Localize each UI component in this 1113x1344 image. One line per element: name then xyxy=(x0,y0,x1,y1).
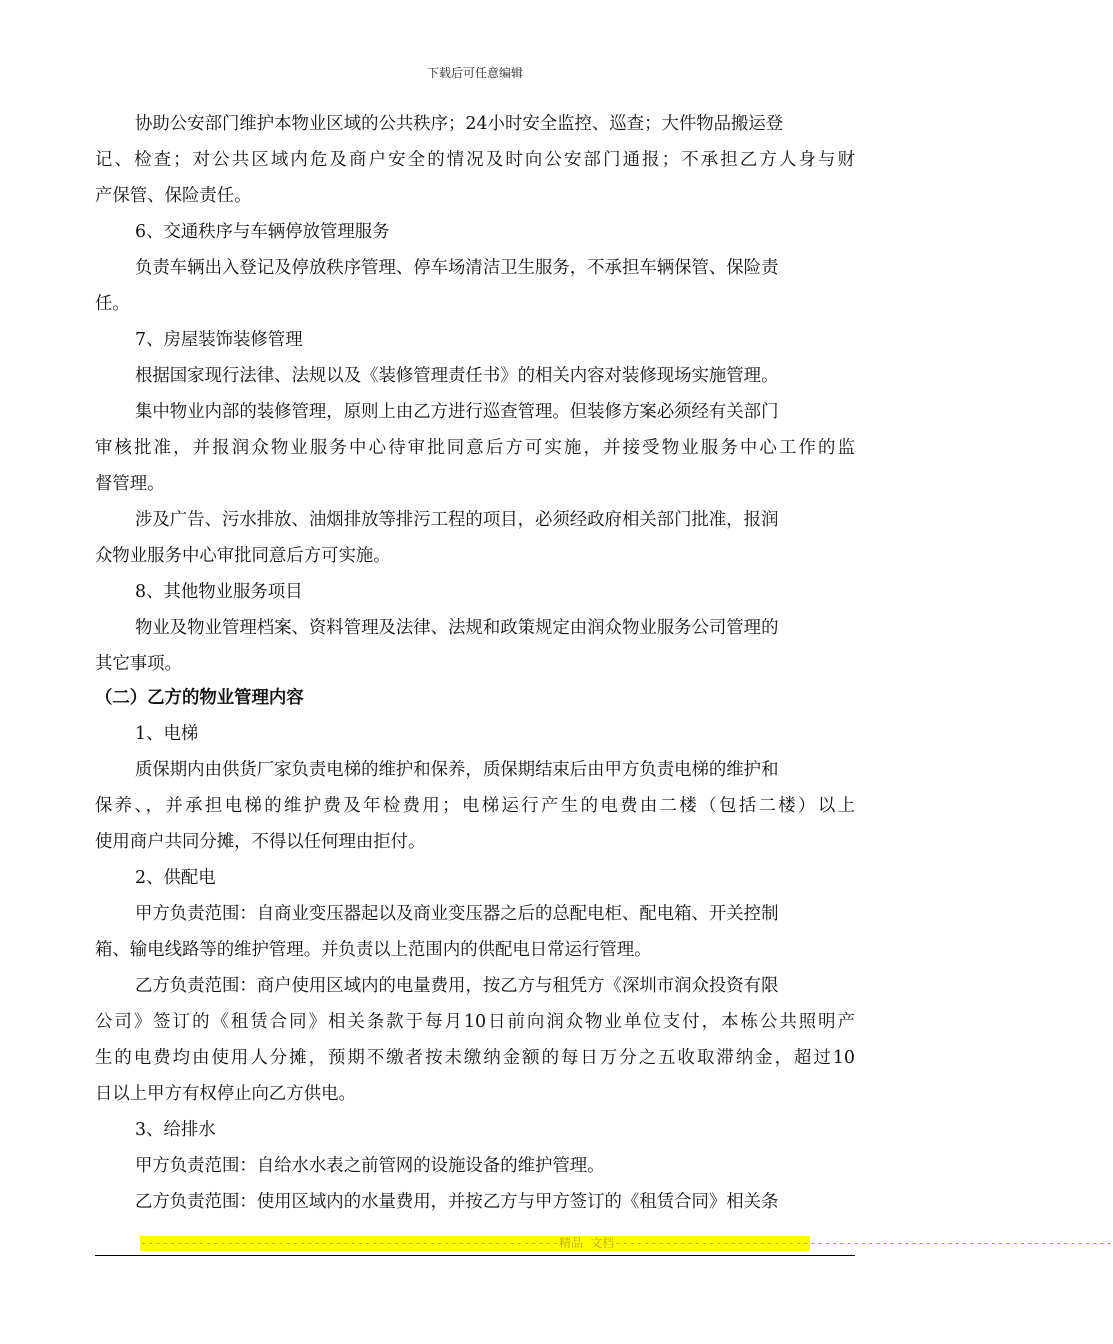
footer-watermark: ----------------------------------------------------------精品 文档--------------------------------------------------------------------- xyxy=(140,1236,1113,1250)
paragraph-line: 根据国家现行法律、法规以及《装修管理责任书》的相关内容对装修现场实施管理。 xyxy=(135,366,779,386)
paragraph-line: 审核批准，并报润众物业服务中心待审批同意后方可实施，并接受物业服务中心工作的监 xyxy=(95,438,855,458)
paragraph-line: 公司》签订的《租赁合同》相关条款于每月10日前向润众物业单位支付，本栋公共照明产 xyxy=(95,1012,855,1032)
paragraph-line: 乙方负责范围：商户使用区域内的电量费用，按乙方与租凭方《深圳市润众投资有限 xyxy=(135,976,779,996)
paragraph-line: 保养、，并承担电梯的维护费及年检费用；电梯运行产生的电费由二楼（包括二楼）以上 xyxy=(95,796,855,816)
paragraph-line: 产保管、保险责任。 xyxy=(95,186,252,206)
paragraph-line: 负责车辆出入登记及停放秩序管理、停车场清洁卫生服务，不承担车辆保管、保险责 xyxy=(135,258,779,278)
chapter-heading: （二）乙方的物业管理内容 xyxy=(95,688,304,708)
section-heading: 1、电梯 xyxy=(135,724,199,744)
paragraph-line: 质保期内由供货厂家负责电梯的维护和保养，质保期结束后由甲方负责电梯的维护和 xyxy=(135,760,779,780)
paragraph-line: 生的电费均由使用人分摊，预期不缴者按未缴纳金额的每日万分之五收取滞纳金，超过10 xyxy=(95,1048,855,1068)
section-heading: 8、其他物业服务项目 xyxy=(135,582,303,602)
paragraph-line: 箱、输电线路等的维护管理。并负责以上范围内的供配电日常运行管理。 xyxy=(95,940,652,960)
paragraph-line: 督管理。 xyxy=(95,474,165,494)
paragraph-line: 其它事项。 xyxy=(95,654,182,674)
footer-divider xyxy=(95,1255,855,1256)
paragraph-line: 甲方负责范围：自给水水表之前管网的设施设备的维护管理。 xyxy=(135,1156,605,1176)
paragraph-line: 甲方负责范围：自商业变压器起以及商业变压器之后的总配电柜、配电箱、开关控制 xyxy=(135,904,779,924)
paragraph-line: 乙方负责范围：使用区域内的水量费用，并按乙方与甲方签订的《租赁合同》相关条 xyxy=(135,1192,779,1212)
page-header: 下载后可任意编辑 xyxy=(426,66,523,80)
section-heading: 6、交通秩序与车辆停放管理服务 xyxy=(135,222,390,242)
section-heading: 3、给排水 xyxy=(135,1120,216,1140)
paragraph-line: 众物业服务中心审批同意后方可实施。 xyxy=(95,546,391,566)
section-heading: 7、房屋装饰装修管理 xyxy=(135,330,303,350)
paragraph-line: 协助公安部门维护本物业区域的公共秩序；24小时安全监控、巡查；大件物品搬运登 xyxy=(135,114,784,134)
section-heading: 2、供配电 xyxy=(135,868,216,888)
paragraph-line: 任。 xyxy=(95,294,130,314)
paragraph-line: 日以上甲方有权停止向乙方供电。 xyxy=(95,1084,356,1104)
paragraph-line: 记、检查；对公共区域内危及商户安全的情况及时向公安部门通报；不承担乙方人身与财 xyxy=(95,150,855,170)
paragraph-line: 集中物业内部的装修管理，原则上由乙方进行巡查管理。但装修方案必须经有关部门 xyxy=(135,402,779,422)
paragraph-line: 涉及广告、污水排放、油烟排放等排污工程的项目，必须经政府相关部门批准，报润 xyxy=(135,510,779,530)
paragraph-line: 物业及物业管理档案、资料管理及法律、法规和政策规定由润众物业服务公司管理的 xyxy=(135,618,779,638)
paragraph-line: 使用商户共同分摊，不得以任何理由拒付。 xyxy=(95,832,426,852)
